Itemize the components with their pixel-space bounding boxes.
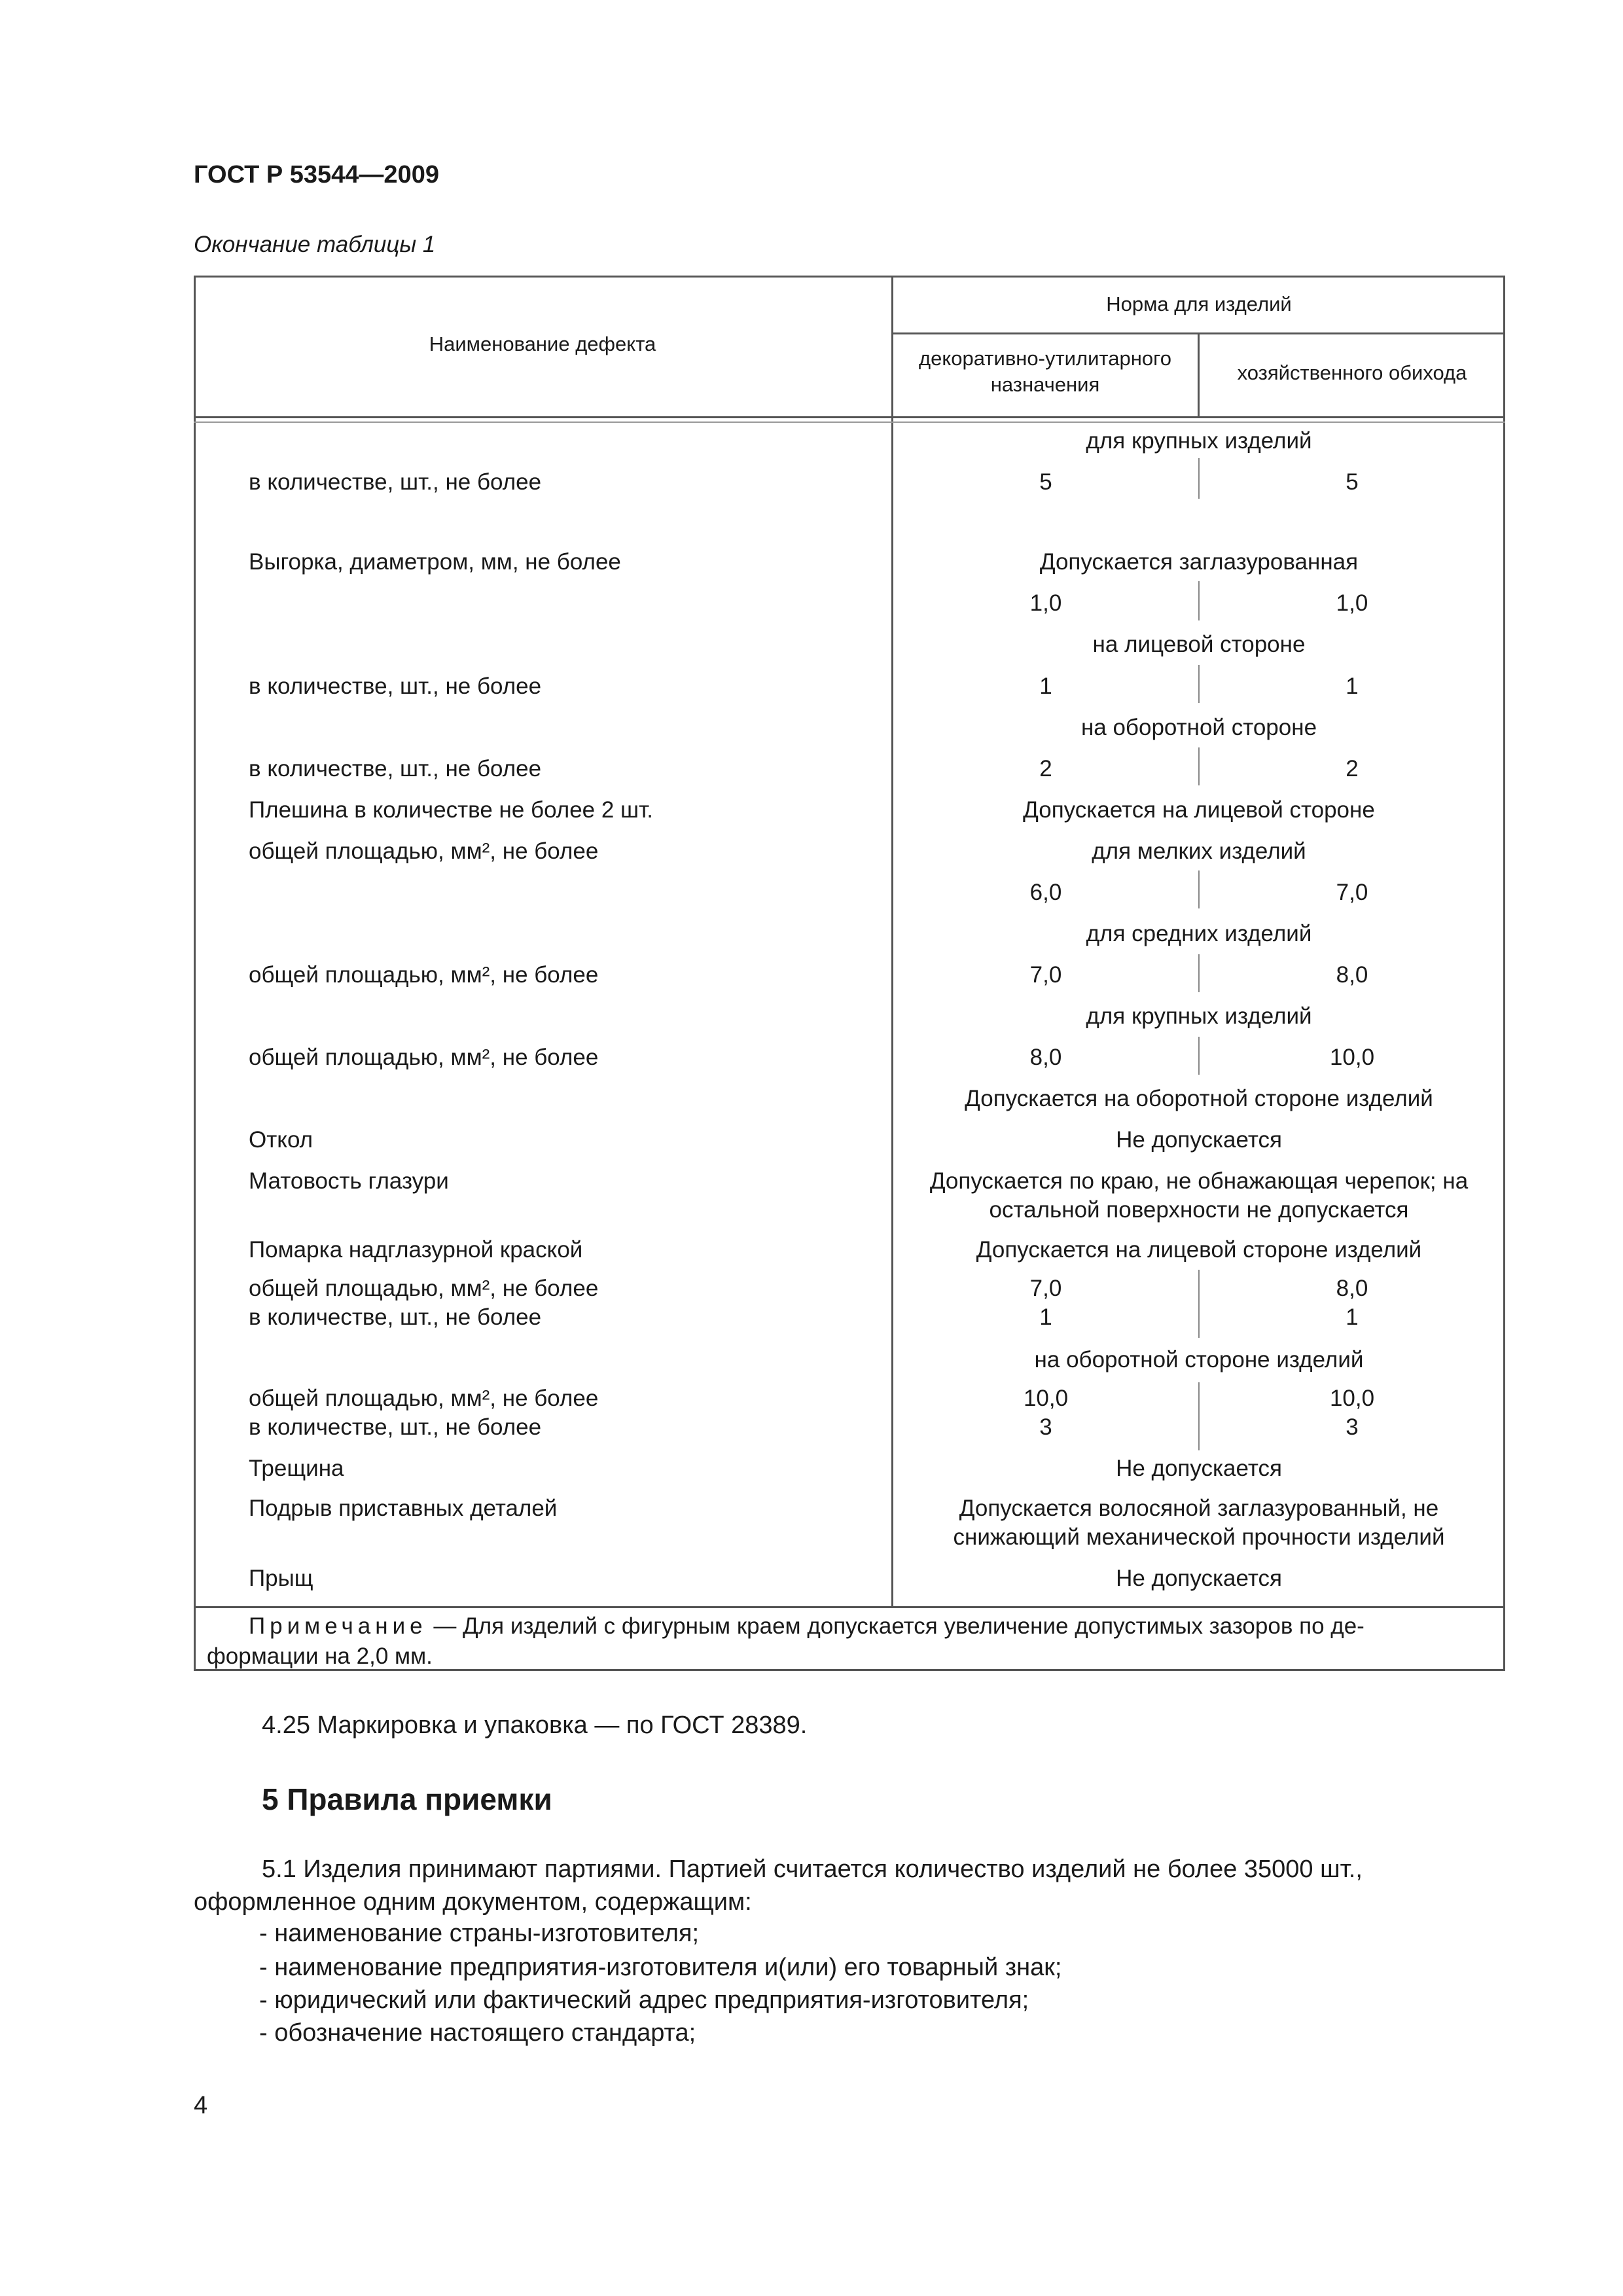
table-caption: Окончание таблицы 1 — [194, 232, 436, 257]
table-cell: Допускается на оборотной стороне изделий — [965, 1086, 1433, 1111]
table-divider — [194, 422, 1505, 423]
table-cell: Подрыв приставных деталей — [249, 1496, 558, 1521]
table-cell: 3 — [1039, 1414, 1052, 1440]
table-cell: 7,0 — [1029, 1276, 1062, 1301]
paragraph-5-1: 5.1 Изделия принимают партиями. Партией считается количество изделий не более 35000 шт., — [262, 1856, 1363, 1883]
table-cell: в количестве, шт., не более — [249, 1414, 542, 1440]
note-label: Примечание — [249, 1613, 427, 1639]
table-cell: общей площадью, мм², не более — [249, 1276, 599, 1301]
column-header-household: хозяйственного обихода — [1237, 361, 1467, 384]
table-cell: Не допускается — [1116, 1566, 1282, 1591]
table-cell: Допускается волосяной заглазурованный, не — [959, 1496, 1439, 1521]
table-cell: Допускается по краю, не обнажающая черепок; на — [929, 1168, 1469, 1194]
table-note — [194, 1607, 1505, 1671]
table-cell: Плешина в количестве не более 2 шт. — [249, 797, 653, 823]
table-cell: 10,0 — [1023, 1386, 1069, 1411]
list-item: - наименование предприятия-изготовителя и(или) его товарный знак; — [259, 1954, 1062, 1981]
table-cell: в количестве, шт., не более — [249, 756, 542, 781]
table-cell: Трещина — [249, 1456, 344, 1481]
paragraph-5-1-cont: оформленное одним документом, содержащим: — [194, 1888, 752, 1916]
table-cell: 1,0 — [1029, 590, 1062, 616]
table-cell: для крупных изделий — [1086, 1003, 1312, 1029]
table-cell: 3 — [1346, 1414, 1359, 1440]
table-cell: общей площадью, мм², не более — [249, 838, 599, 864]
table-cell: 2 — [1039, 756, 1052, 781]
table-cell: Допускается на лицевой стороне — [1023, 797, 1375, 823]
table-cell: 6,0 — [1029, 880, 1062, 905]
table-cell: на лицевой стороне — [1092, 632, 1306, 657]
table-cell: общей площадью, мм², не более — [249, 962, 599, 988]
table-cell: Не допускается — [1116, 1456, 1282, 1481]
table-cell: для мелких изделий — [1092, 838, 1306, 864]
section-title: 5 Правила приемки — [262, 1782, 552, 1816]
table-divider — [194, 416, 1505, 418]
table-cell: общей площадью, мм², не более — [249, 1045, 599, 1070]
table-cell: 1 — [1039, 673, 1052, 699]
table-cell: 1 — [1346, 1304, 1359, 1330]
table-cell: общей площадью, мм², не более — [249, 1386, 599, 1411]
table-cell: остальной поверхности не допускается — [989, 1197, 1409, 1223]
note-text: — Для изделий с фигурным краем допускается увеличение допустимых зазоров по де- — [433, 1613, 1364, 1639]
table-cell: Допускается на лицевой стороне изделий — [976, 1237, 1422, 1263]
table-cell: Матовость глазури — [249, 1168, 449, 1194]
table-cell: в количестве, шт., не более — [249, 673, 542, 699]
column-header-decor: декоративно-утилитарного назначения — [919, 347, 1171, 396]
table-cell: 10,0 — [1329, 1386, 1375, 1411]
table-cell: 1 — [1346, 673, 1359, 699]
table-cell: 8,0 — [1336, 962, 1368, 988]
table-cell: 1,0 — [1336, 590, 1368, 616]
table-cell: Не допускается — [1116, 1127, 1282, 1153]
table-cell: на оборотной стороне — [1080, 715, 1317, 740]
table-cell: Допускается заглазурованная — [1039, 549, 1359, 575]
list-item: - наименование страны-изготовителя; — [259, 1920, 700, 1947]
table-cell: для крупных изделий — [1086, 428, 1312, 454]
table-cell: на оборотной стороне изделий — [1034, 1347, 1364, 1372]
table-cell: Помарка надглазурной краской — [249, 1237, 583, 1263]
table-cell: 8,0 — [1336, 1276, 1368, 1301]
table-cell: в количестве, шт., не более — [249, 469, 542, 495]
note-text: формации на 2,0 мм. — [207, 1643, 433, 1669]
column-header-defect: Наименование дефекта — [429, 332, 656, 355]
table-cell: для средних изделий — [1086, 921, 1312, 946]
list-item: - юридический или фактический адрес предприятия-изготовителя; — [259, 1986, 1029, 2014]
table-cell: 2 — [1346, 756, 1359, 781]
table-cell: в количестве, шт., не более — [249, 1304, 542, 1330]
table-cell: 10,0 — [1329, 1045, 1375, 1070]
table-cell: 5 — [1039, 469, 1052, 495]
column-header-norm: Норма для изделий — [1106, 293, 1292, 315]
table-cell: 5 — [1346, 469, 1359, 495]
table-cell: Откол — [249, 1127, 313, 1153]
table-cell: 7,0 — [1336, 880, 1368, 905]
table-cell: 1 — [1039, 1304, 1052, 1330]
table-cell: Выгорка, диаметром, мм, не более — [249, 549, 621, 575]
table-cell: 7,0 — [1029, 962, 1062, 988]
table-cell: Прыщ — [249, 1566, 313, 1591]
page-number: 4 — [194, 2092, 208, 2119]
paragraph-4-25: 4.25 Маркировка и упаковка — по ГОСТ 28389. — [262, 1712, 808, 1739]
list-item: - обозначение настоящего стандарта; — [259, 2019, 696, 2047]
table-cell: 8,0 — [1029, 1045, 1062, 1070]
document-header: ГОСТ Р 53544—2009 — [194, 161, 439, 188]
table-cell: снижающий механической прочности изделий — [953, 1524, 1445, 1550]
